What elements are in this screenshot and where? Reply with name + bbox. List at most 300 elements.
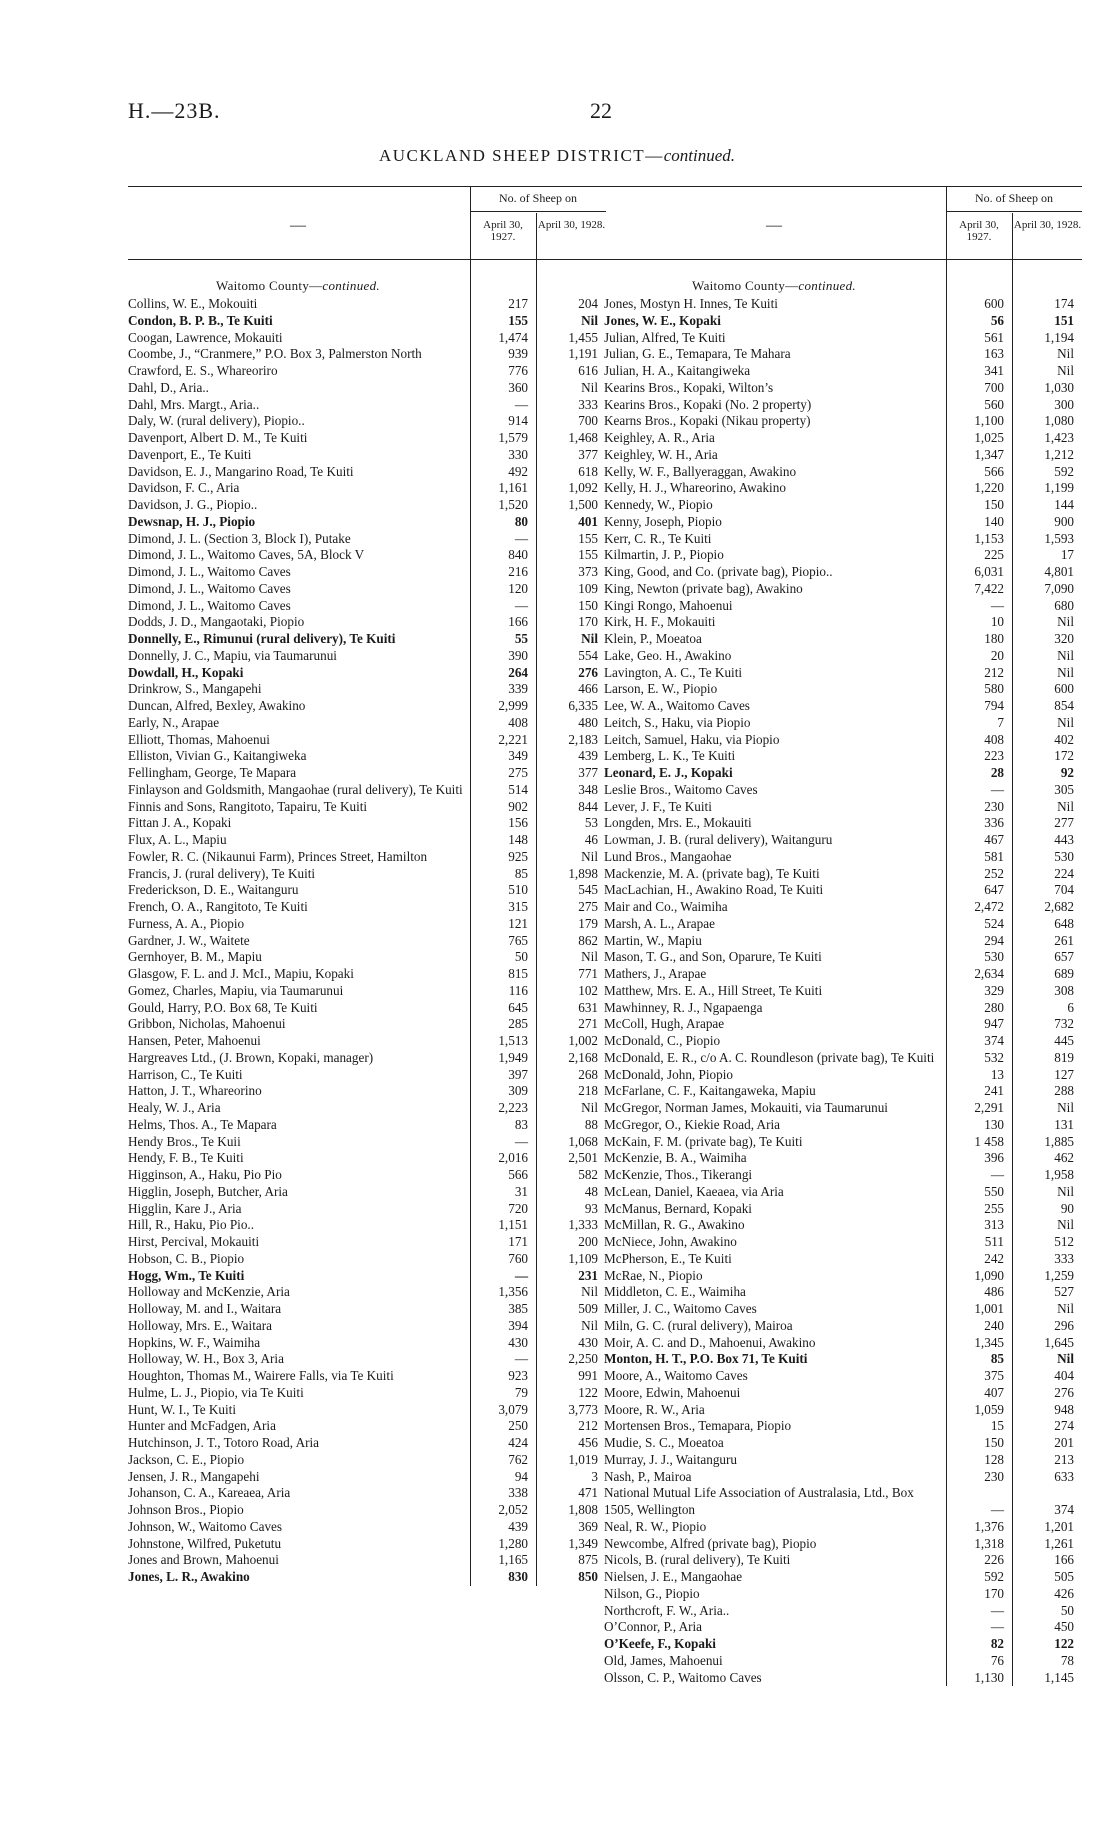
table-row — [604, 1619, 1082, 1636]
table-row — [604, 1536, 1082, 1553]
sheep-1928: 179 — [578, 915, 598, 931]
owner-name: McNiece, John, Awakino — [604, 1234, 737, 1249]
owner-name: Fittan J. A., Kopaki — [128, 815, 232, 831]
sheep-1927: — — [990, 781, 1004, 797]
owner-name: Lee, W. A., Waitomo Caves — [604, 698, 750, 713]
table-row — [604, 732, 1082, 749]
sheep-1928: 466 — [578, 681, 598, 697]
sheep-1927: 467 — [984, 832, 1004, 847]
sheep-1928: 948 — [1054, 1401, 1074, 1417]
table-row — [128, 1033, 606, 1050]
sheep-1928: 1,898 — [568, 865, 598, 881]
sheep-1927: 1,165 — [498, 1552, 528, 1568]
sheep-1927: — — [990, 1502, 1004, 1517]
table-row — [128, 363, 606, 380]
owner-name: Fowler, R. C. (Nikaunui Farm), Princes Street, Hamilton — [128, 848, 428, 864]
table-row — [604, 715, 1082, 732]
sheep-1927: 794 — [984, 698, 1004, 713]
owner-name: French, O. A., Rangitoto, Te Kuiti — [128, 899, 308, 914]
table-row — [128, 1050, 606, 1067]
sheep-1928: 320 — [1054, 631, 1074, 646]
sheep-1927: 242 — [984, 1250, 1004, 1266]
sheep-1928: 1,201 — [1044, 1518, 1074, 1534]
sheep-1927: 20 — [990, 647, 1004, 663]
table-row — [128, 983, 606, 1000]
sheep-1927: 1,059 — [974, 1401, 1004, 1417]
sheep-1928: 369 — [578, 1518, 598, 1534]
table-row — [604, 1670, 1082, 1687]
owner-name: Mair and Co., Waimiha — [604, 899, 728, 914]
sheep-1928: 231 — [578, 1267, 598, 1283]
table-row — [604, 832, 1082, 849]
table-row — [604, 665, 1082, 682]
sheep-1928: 17 — [1060, 547, 1074, 563]
sheep-1927: 580 — [984, 681, 1004, 697]
sheep-1928: 275 — [578, 899, 598, 914]
table-row — [128, 966, 606, 983]
sheep-1927: 914 — [508, 413, 528, 429]
table-row — [128, 1469, 606, 1486]
table-row — [604, 1452, 1082, 1469]
sheep-1928: 480 — [578, 714, 598, 730]
sheep-1928: 296 — [1054, 1317, 1074, 1333]
sheep-1927: 13 — [990, 1066, 1004, 1082]
owner-name: McKenzie, Thos., Tikerangi — [604, 1167, 753, 1182]
table-row — [604, 782, 1082, 799]
sheep-1927: 700 — [984, 379, 1004, 395]
owner-name: Kelly, W. F., Ballyeraggan, Awakino — [604, 463, 797, 479]
sheep-1927: 76 — [990, 1652, 1004, 1668]
sheep-1927: 510 — [508, 882, 528, 898]
owner-name: Johnson, W., Waitomo Caves — [128, 1518, 283, 1534]
sheep-1927: 532 — [984, 1049, 1004, 1065]
sheep-1928: 48 — [584, 1183, 598, 1199]
sheep-1927: 82 — [990, 1636, 1004, 1651]
sheep-1928: 3,773 — [568, 1401, 598, 1417]
sheep-1928: 1,500 — [568, 497, 598, 512]
owner-name: Hulme, L. J., Piopio, via Te Kuiti — [128, 1384, 304, 1400]
table-row — [604, 430, 1082, 447]
table-row — [128, 1368, 606, 1385]
sheep-1928: 771 — [578, 966, 598, 981]
sheep-1927: 230 — [984, 1468, 1004, 1484]
table-row — [604, 1134, 1082, 1151]
owner-name: Hatton, J. T., Whareorino — [128, 1083, 262, 1099]
table-row — [128, 346, 606, 363]
table-row — [128, 581, 606, 598]
table-row — [128, 1150, 606, 1167]
sheep-1927: 560 — [984, 396, 1004, 412]
table-row — [128, 497, 606, 514]
county-heading — [128, 260, 606, 296]
table-row — [604, 1268, 1082, 1285]
sheep-1927: 840 — [508, 547, 528, 563]
owner-name: Kelly, H. J., Whareorino, Awakino — [604, 480, 786, 496]
owner-name: Lemberg, L. K., Te Kuiti — [604, 748, 736, 764]
sheep-1928: 122 — [578, 1384, 598, 1400]
owner-name: MacLachian, H., Awakino Road, Te Kuiti — [604, 882, 824, 898]
sheep-1928: Nil — [581, 848, 598, 864]
owner-name: Coogan, Lawrence, Mokauiti — [128, 329, 283, 345]
sheep-1928: 348 — [578, 781, 598, 797]
sheep-1927: 2,223 — [498, 1100, 528, 1115]
owner-name: Moir, A. C. and D., Mahoenui, Awakino — [604, 1334, 816, 1350]
name-column-header: — — [766, 217, 782, 234]
sheep-1928: 155 — [578, 547, 598, 563]
sheep-1928: 88 — [584, 1116, 598, 1132]
sheep-1927: 3,079 — [498, 1401, 528, 1417]
table-row — [604, 614, 1082, 631]
table-row — [604, 1234, 1082, 1251]
owner-name: Elliott, Thomas, Mahoenui — [128, 731, 270, 747]
sheep-1927: 275 — [508, 765, 528, 780]
sheep-1927: 1,318 — [974, 1535, 1004, 1551]
sheep-1927: — — [514, 597, 528, 613]
owner-name: Holloway and McKenzie, Aria — [128, 1284, 290, 1300]
sheep-1927: 407 — [984, 1384, 1004, 1400]
table-row — [128, 313, 606, 330]
sheep-1928: 1,423 — [1044, 430, 1074, 445]
table-row — [128, 765, 606, 782]
sheep-1927: 561 — [984, 329, 1004, 345]
sheep-1927: 600 — [984, 296, 1004, 311]
table-row — [128, 1519, 606, 1536]
table-row — [604, 1603, 1082, 1620]
owner-name: Leitch, Samuel, Haku, via Piopio — [604, 731, 780, 747]
owner-name: McColl, Hugh, Arapae — [604, 1016, 725, 1032]
sheep-1927: 1,376 — [974, 1518, 1004, 1534]
owner-name: Hill, R., Haku, Pio Pio.. — [128, 1217, 255, 1233]
sheep-1928: 704 — [1054, 882, 1074, 898]
sheep-1928: 545 — [578, 882, 598, 898]
sheep-1927: 1,356 — [498, 1284, 528, 1300]
county-name: Waitomo County— — [216, 278, 323, 293]
sheep-1928: 505 — [1054, 1569, 1074, 1584]
table-row — [604, 1251, 1082, 1268]
owner-name: Nash, P., Mairoa — [604, 1468, 692, 1484]
sheep-1928: 373 — [578, 564, 598, 579]
page-reference: H.—23B. — [128, 98, 221, 123]
owner-name: Old, James, Mahoenui — [604, 1652, 723, 1668]
sheep-1928: 732 — [1054, 1016, 1074, 1032]
owner-name: Mackenzie, M. A. (private bag), Te Kuiti — [604, 865, 820, 881]
owner-name: Dewsnap, H. J., Piopio — [128, 513, 256, 529]
sheep-1928: 6 — [1067, 999, 1074, 1015]
sheep-1928: 218 — [578, 1083, 598, 1099]
sheep-1927: 1,345 — [974, 1334, 1004, 1350]
sheep-1928: 268 — [578, 1066, 598, 1082]
table-row — [128, 849, 606, 866]
sheep-1927: 31 — [514, 1183, 528, 1199]
sheep-1928: 92 — [1060, 765, 1074, 780]
table-row — [604, 1469, 1082, 1486]
sheep-1928: 2,250 — [568, 1351, 598, 1367]
table-row — [128, 1318, 606, 1335]
owner-name: Moore, R. W., Aria — [604, 1401, 705, 1417]
table-row — [604, 397, 1082, 414]
sheep-1927: 1,520 — [498, 497, 528, 512]
sheep-1928: 333 — [1054, 1250, 1074, 1266]
table-row — [604, 698, 1082, 715]
table-row — [604, 1418, 1082, 1435]
sheep-1927: 336 — [984, 815, 1004, 831]
sheep-1927: 329 — [984, 982, 1004, 998]
sheep-1927: 55 — [514, 631, 528, 646]
sheep-1927: 264 — [508, 664, 528, 680]
left-column-table — [128, 186, 606, 1586]
owner-name: Mathers, J., Arapae — [604, 966, 707, 981]
sheep-1928: 122 — [1054, 1636, 1074, 1651]
table-row — [604, 313, 1082, 330]
sheep-1927: 163 — [984, 346, 1004, 362]
column-header-1928: April 30, 1928. — [1013, 219, 1082, 231]
owner-name: McDonald, C., Piopio — [604, 1033, 721, 1048]
sheep-1927: 255 — [984, 1200, 1004, 1216]
page-number: 22 — [590, 98, 612, 123]
sheep-1928: Nil — [1057, 614, 1074, 630]
sheep-1927: 128 — [984, 1451, 1004, 1467]
sheep-1927: 330 — [508, 446, 528, 462]
sheep-1927: 217 — [508, 296, 528, 311]
owner-name: Marsh, A. L., Arapae — [604, 915, 715, 931]
sheep-1927: 1,100 — [974, 413, 1004, 429]
owner-name: Dimond, J. L., Waitomo Caves — [128, 564, 291, 579]
owner-name: McMillan, R. G., Awakino — [604, 1217, 745, 1233]
owner-name: Julian, Alfred, Te Kuiti — [604, 329, 726, 345]
sheep-1928: 1,194 — [1044, 329, 1074, 345]
sheep-1927: — — [514, 530, 528, 546]
sheep-1928: 1,212 — [1044, 446, 1074, 462]
table-row — [128, 598, 606, 615]
table-row — [128, 631, 606, 648]
table-row — [128, 480, 606, 497]
table-row — [604, 1301, 1082, 1318]
table-row — [128, 380, 606, 397]
owner-name: McGregor, Norman James, Mokauiti, via Taumarunui — [604, 1100, 888, 1115]
owner-name: Donnelly, J. C., Mapiu, via Taumarunui — [128, 647, 337, 663]
owner-name: Higglin, Joseph, Butcher, Aria — [128, 1183, 288, 1199]
sheep-1927: 430 — [508, 1334, 528, 1350]
table-row — [128, 1284, 606, 1301]
table-row — [128, 1234, 606, 1251]
table-row — [604, 1653, 1082, 1670]
table-row — [604, 681, 1082, 698]
sheep-1928: 224 — [1054, 865, 1074, 881]
table-row — [604, 631, 1082, 648]
owner-name: McDonald, E. R., c/o A. C. Roundleson (private bag), Te Kuiti — [604, 1049, 935, 1065]
owner-name: Gould, Harry, P.O. Box 68, Te Kuiti — [128, 999, 318, 1015]
sheep-1927: 2,016 — [498, 1150, 528, 1166]
owner-name: Furness, A. A., Piopio — [128, 915, 245, 931]
owner-name: Jones and Brown, Mahoenui — [128, 1552, 279, 1568]
right-column-table — [604, 186, 1082, 1686]
table-row — [128, 1016, 606, 1033]
sheep-1928: Nil — [1057, 664, 1074, 680]
sheep-1928: 527 — [1054, 1284, 1074, 1300]
sheep-1927: 815 — [508, 966, 528, 981]
sheep-1928: 200 — [578, 1234, 598, 1249]
table-row — [128, 1485, 606, 1502]
table-row — [604, 1519, 1082, 1536]
sheep-1927: 241 — [984, 1083, 1004, 1099]
owner-name: Northcroft, F. W., Aria.. — [604, 1602, 730, 1618]
owner-name: Larson, E. W., Piopio — [604, 681, 718, 697]
sheep-1927: 390 — [508, 647, 528, 663]
sheep-1927: 2,634 — [974, 966, 1004, 981]
sheep-1928: 445 — [1054, 1033, 1074, 1048]
sheep-1928: 689 — [1054, 966, 1074, 981]
sheep-1928: Nil — [581, 379, 598, 395]
sheep-1928: 277 — [1054, 815, 1074, 831]
sheep-1927: 1,151 — [498, 1217, 528, 1233]
column-header-1928: April 30, 1928. — [537, 219, 606, 231]
sheep-1928: 377 — [578, 446, 598, 462]
sheep-1927: 514 — [508, 781, 528, 797]
table-row — [128, 832, 606, 849]
sheep-1928: 93 — [584, 1200, 598, 1216]
sheep-1928: 1,261 — [1044, 1535, 1074, 1551]
sheep-1927: 925 — [508, 848, 528, 864]
table-row — [128, 1335, 606, 1352]
sheep-1928: Nil — [1057, 1217, 1074, 1233]
sheep-1928: 109 — [578, 580, 598, 596]
sheep-1927: 121 — [508, 915, 528, 931]
owner-name: Hutchinson, J. T., Totoro Road, Aria — [128, 1435, 320, 1450]
sheep-1927: 566 — [508, 1167, 528, 1182]
sheep-1927: 1,025 — [974, 430, 1004, 445]
table-row — [604, 1167, 1082, 1184]
table-row — [604, 363, 1082, 380]
owner-name: Moore, Edwin, Mahoenui — [604, 1384, 741, 1400]
sheep-1928: 90 — [1060, 1200, 1074, 1216]
owner-name: Matthew, Mrs. E. A., Hill Street, Te Kuiti — [604, 982, 823, 998]
sheep-1927: 212 — [984, 664, 1004, 680]
owner-name: Collins, W. E., Mokouiti — [128, 296, 258, 311]
sheep-1928: Nil — [1057, 1351, 1074, 1367]
sheep-1928: 402 — [1054, 731, 1074, 747]
sheep-1927: 524 — [984, 915, 1004, 931]
owner-name: Jones, L. R., Awakino — [128, 1569, 250, 1584]
table-row — [604, 464, 1082, 481]
owner-name: McFarlane, C. F., Kaitangaweka, Mapiu — [604, 1083, 816, 1099]
owner-name: Hogg, Wm., Te Kuiti — [128, 1267, 245, 1283]
owner-name: National Mutual Life Association of Australasia, Ltd., Box 1505, Wellington — [604, 1485, 914, 1517]
owner-name: Condon, B. P. B., Te Kuiti — [128, 312, 273, 328]
owner-name: Coombe, J., “Cranmere,” P.O. Box 3, Palmerston North — [128, 346, 422, 362]
table-row — [604, 1636, 1082, 1653]
table-row — [128, 447, 606, 464]
owner-name: Francis, J. (rural delivery), Te Kuiti — [128, 865, 316, 881]
table-row — [128, 782, 606, 799]
owner-name: Houghton, Thomas M., Wairere Falls, via Te Kuiti — [128, 1368, 394, 1383]
owner-name: Finlayson and Goldsmith, Mangaohae (rural delivery), Te Kuiti — [128, 781, 463, 797]
county-continued: continued. — [322, 278, 380, 293]
sheep-1928: 471 — [578, 1485, 598, 1501]
sheep-count-group-header: No. of Sheep on — [499, 191, 577, 205]
sheep-1928: 46 — [584, 832, 598, 847]
sheep-1927: 424 — [508, 1435, 528, 1450]
sheep-1928: Nil — [581, 1317, 598, 1333]
owner-name: Olsson, C. P., Waitomo Caves — [604, 1669, 762, 1685]
owner-name: Dodds, J. D., Mangaotaki, Piopio — [128, 614, 305, 630]
sheep-1927: 530 — [984, 949, 1004, 965]
owner-name: O’Connor, P., Aria — [604, 1619, 703, 1635]
sheep-1928: 554 — [578, 647, 598, 663]
sheep-1927: 150 — [984, 1435, 1004, 1450]
owner-name: Middleton, C. E., Waimiha — [604, 1284, 746, 1300]
owner-name: McLean, Daniel, Kaeaea, via Aria — [604, 1183, 784, 1199]
table-row — [128, 899, 606, 916]
sheep-1928: Nil — [1057, 1183, 1074, 1199]
table-row — [604, 380, 1082, 397]
table-row — [128, 732, 606, 749]
sheep-1928: 204 — [578, 296, 598, 311]
owner-name: O’Keefe, F., Kopaki — [604, 1636, 716, 1651]
sheep-1928: 1,808 — [568, 1502, 598, 1517]
owner-name: Lund Bros., Mangaohae — [604, 848, 732, 864]
table-row — [604, 413, 1082, 430]
sheep-1927: 15 — [990, 1418, 1004, 1434]
owner-name: Hunter and McFadgen, Aria — [128, 1418, 276, 1434]
owner-name: Julian, G. E., Temapara, Te Mahara — [604, 346, 791, 362]
owner-name: Daly, W. (rural delivery), Piopio.. — [128, 413, 305, 429]
sheep-1928: 854 — [1054, 698, 1074, 713]
table-row — [604, 1083, 1082, 1100]
table-row — [128, 413, 606, 430]
table-row — [128, 665, 606, 682]
table-row — [128, 698, 606, 715]
table-row — [604, 949, 1082, 966]
sheep-1927: 762 — [508, 1451, 528, 1467]
table-row — [128, 1452, 606, 1469]
sheep-1927: 338 — [508, 1485, 528, 1501]
owner-name: King, Good, and Co. (private bag), Piopio.. — [604, 564, 833, 579]
sheep-1928: Nil — [1057, 647, 1074, 663]
sheep-1927: 645 — [508, 999, 528, 1015]
owner-name: Lavington, A. C., Te Kuiti — [604, 664, 743, 680]
sheep-1927: 1,220 — [974, 480, 1004, 496]
owner-name: Jones, W. E., Kopaki — [604, 312, 721, 328]
table-row — [604, 882, 1082, 899]
sheep-1927: 374 — [984, 1033, 1004, 1048]
table-row — [604, 1117, 1082, 1134]
table-row — [604, 1184, 1082, 1201]
sheep-1927: 394 — [508, 1317, 528, 1333]
table-row — [128, 1134, 606, 1151]
sheep-1928: 1,199 — [1044, 480, 1074, 496]
sheep-1928: 276 — [578, 664, 598, 680]
sheep-1928: Nil — [581, 312, 598, 328]
sheep-1928: 443 — [1054, 832, 1074, 847]
sheep-1928: 633 — [1054, 1468, 1074, 1484]
owner-name: Kingi Rongo, Mahoenui — [604, 597, 733, 613]
owner-name: Davenport, E., Te Kuiti — [128, 446, 252, 462]
sheep-1928: 7,090 — [1044, 580, 1074, 596]
owner-name: Nilson, G., Piopio — [604, 1585, 700, 1601]
column-header-1927: April 30, 1927. — [483, 219, 523, 243]
owner-name: Dimond, J. L., Waitomo Caves, 5A, Block V — [128, 547, 365, 563]
table-row — [128, 815, 606, 832]
sheep-1927: 252 — [984, 865, 1004, 881]
left-rows — [128, 296, 606, 1586]
sheep-1928: 439 — [578, 748, 598, 764]
sheep-1928: 1,080 — [1044, 413, 1074, 429]
sheep-1928: 6,335 — [568, 698, 598, 713]
owner-name: Johnson Bros., Piopio — [128, 1502, 244, 1517]
table-row — [604, 581, 1082, 598]
owner-name: Mawhinney, R. J., Ngapaenga — [604, 999, 763, 1015]
table-row — [604, 346, 1082, 363]
